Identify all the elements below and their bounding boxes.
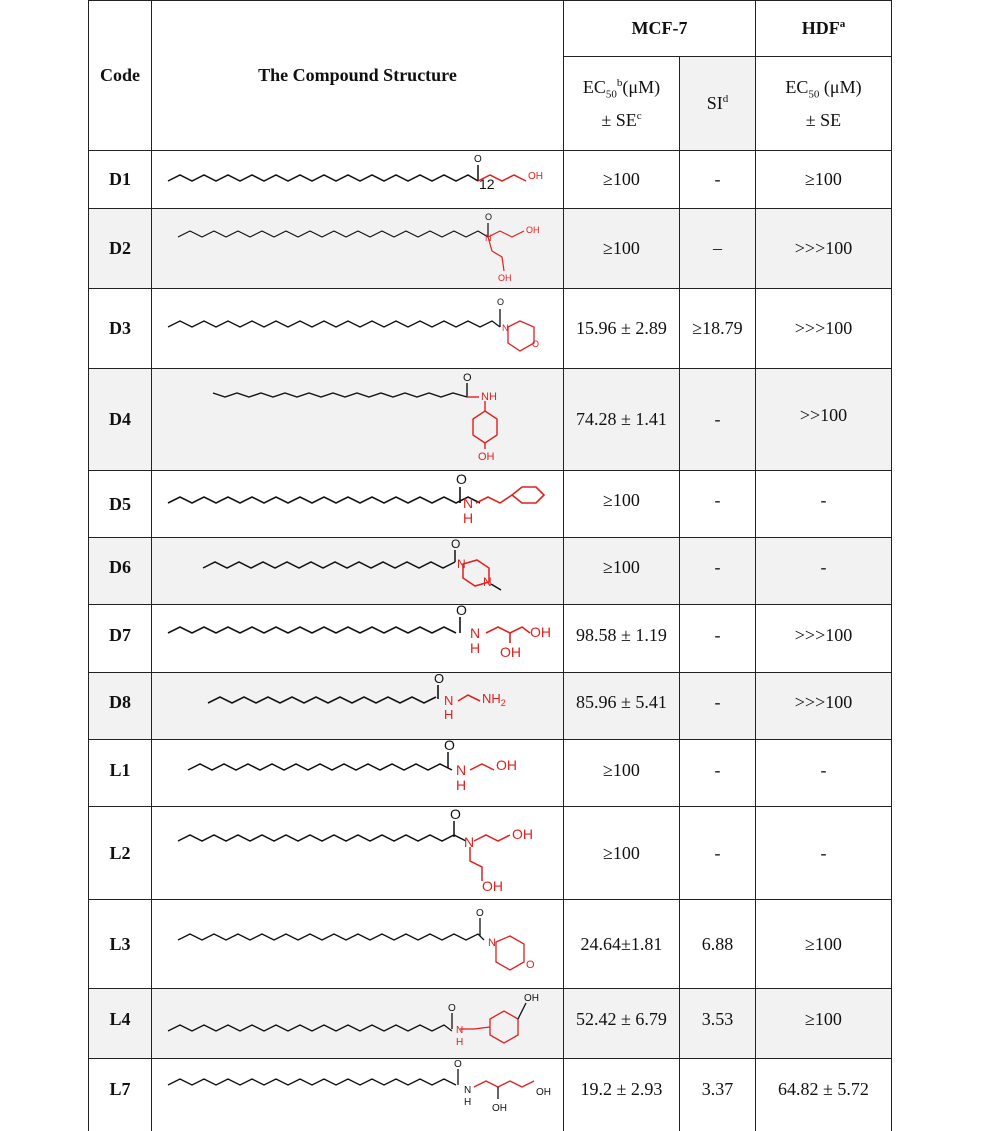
hdf-d8: >>>100 bbox=[794, 691, 853, 712]
l4-oh: OH bbox=[524, 993, 539, 1004]
row-ec50 bbox=[564, 369, 679, 470]
header-hdf bbox=[756, 1, 891, 56]
d1-index: 12 bbox=[479, 176, 495, 192]
ec50-label: EC bbox=[582, 76, 606, 97]
row-ec50 bbox=[564, 471, 679, 529]
code-d4: D4 bbox=[109, 409, 131, 430]
d5-h: H bbox=[463, 510, 474, 526]
si-d6: - bbox=[714, 556, 721, 577]
hdf-l3: ≥100 bbox=[805, 933, 842, 954]
row-ec50 bbox=[564, 673, 679, 731]
d7-oxygen: O bbox=[456, 605, 467, 618]
si-l4: 3.53 bbox=[701, 1008, 734, 1029]
l4-oxygen: O bbox=[448, 1003, 456, 1014]
row-hdf bbox=[756, 900, 891, 988]
si-d5: - bbox=[714, 489, 721, 510]
structure-l7 bbox=[160, 1059, 560, 1129]
d3-nitrogen: N bbox=[502, 323, 509, 333]
row-si bbox=[680, 151, 755, 208]
si-d3: ≥18.79 bbox=[692, 318, 743, 339]
row-hdf bbox=[756, 605, 891, 665]
header-hdf-ec50 bbox=[756, 57, 891, 150]
row-ec50 bbox=[564, 538, 679, 596]
l7-oh-1: OH bbox=[492, 1103, 507, 1114]
d2-oxygen: O bbox=[485, 212, 493, 222]
si-l2: - bbox=[714, 842, 721, 863]
l2-oh-1: OH bbox=[512, 826, 533, 842]
hdf-d5: - bbox=[820, 489, 827, 510]
row-ec50 bbox=[564, 209, 679, 288]
row-hdf bbox=[756, 807, 891, 899]
d2-nitrogen: N bbox=[485, 233, 492, 243]
row-code bbox=[89, 740, 151, 800]
row-code bbox=[89, 151, 151, 208]
l1-h: H bbox=[456, 777, 467, 793]
row-si bbox=[680, 807, 755, 899]
ec50-l7: 19.2 ± 2.93 bbox=[580, 1078, 663, 1099]
row-ec50 bbox=[564, 989, 679, 1049]
header-ec50 bbox=[564, 57, 679, 150]
si-l1: - bbox=[714, 759, 721, 780]
row-ec50 bbox=[564, 900, 679, 988]
header-hdf-sup: a bbox=[839, 18, 846, 31]
row-hdf bbox=[756, 151, 891, 208]
si-d1: - bbox=[714, 169, 721, 190]
row-si bbox=[680, 471, 755, 529]
row-si bbox=[680, 1059, 755, 1119]
ec50-d4: 74.28 ± 1.41 bbox=[576, 409, 667, 430]
si-d2: – bbox=[713, 238, 722, 259]
row-code bbox=[89, 673, 151, 731]
hdf-d6: - bbox=[820, 556, 827, 577]
l7-nitrogen: N bbox=[464, 1085, 472, 1096]
l2-oxygen: O bbox=[450, 807, 461, 822]
ec50-d7: 98.58 ± 1.19 bbox=[576, 624, 667, 645]
row-hdf bbox=[756, 1059, 891, 1119]
row-si bbox=[680, 900, 755, 988]
l3-ring-oxygen: O bbox=[526, 959, 535, 971]
ec50-unit: (μM) bbox=[622, 76, 661, 97]
d4-nh: NH bbox=[481, 391, 497, 403]
border-code bbox=[151, 0, 152, 1131]
structure-d1 bbox=[160, 151, 560, 208]
row-si bbox=[680, 605, 755, 665]
hdf-l7: 64.82 ± 5.72 bbox=[778, 1078, 869, 1099]
d8-h: H bbox=[444, 707, 454, 722]
row-code bbox=[89, 369, 151, 470]
code-d6: D6 bbox=[109, 556, 131, 577]
code-d5: D5 bbox=[109, 493, 131, 514]
hdf-d4: >>100 bbox=[799, 404, 848, 425]
l2-nitrogen: N bbox=[464, 834, 475, 850]
si-l3: 6.88 bbox=[701, 933, 734, 954]
row-si bbox=[680, 289, 755, 368]
row-hdf bbox=[756, 538, 891, 596]
structure-d7 bbox=[160, 605, 560, 672]
structure-l3 bbox=[170, 900, 560, 988]
si-sup: d bbox=[722, 93, 729, 106]
l4-nitrogen: N bbox=[456, 1025, 464, 1036]
row-hdf bbox=[756, 209, 891, 288]
hdf-l4: ≥100 bbox=[805, 1008, 842, 1029]
ec50-d1: ≥100 bbox=[603, 169, 640, 190]
structure-d4 bbox=[205, 369, 525, 470]
d5-oxygen: O bbox=[456, 471, 467, 487]
hdf-d7: >>>100 bbox=[794, 624, 853, 645]
ec50-d5: ≥100 bbox=[603, 489, 640, 510]
hdf-se: ± SE bbox=[805, 110, 842, 131]
header-hdf-text: HDF bbox=[801, 18, 840, 39]
structure-l4 bbox=[160, 989, 560, 1058]
d7-oh-1: OH bbox=[500, 644, 521, 660]
d4-oh: OH bbox=[478, 451, 495, 463]
ec50-l2: ≥100 bbox=[603, 842, 640, 863]
row-ec50 bbox=[564, 151, 679, 208]
row-si bbox=[680, 673, 755, 731]
l3-nitrogen: N bbox=[488, 937, 496, 949]
hdf-d3: >>>100 bbox=[794, 318, 853, 339]
code-l7: L7 bbox=[109, 1078, 131, 1099]
l1-nitrogen: N bbox=[456, 762, 467, 778]
row-ec50 bbox=[564, 807, 679, 899]
ec50-se: ± SE bbox=[601, 110, 637, 131]
ec50-d2: ≥100 bbox=[603, 238, 640, 259]
l2-oh-2: OH bbox=[482, 878, 503, 894]
structure-d5 bbox=[160, 471, 560, 537]
row-hdf bbox=[756, 989, 891, 1049]
d8-nh2 bbox=[482, 691, 506, 708]
d6-oxygen: O bbox=[451, 538, 461, 551]
d8-nh2-main: NH bbox=[482, 691, 501, 706]
code-d7: D7 bbox=[109, 624, 131, 645]
row-hdf bbox=[756, 740, 891, 800]
row-code bbox=[89, 289, 151, 368]
row-si bbox=[680, 209, 755, 288]
header-mcf7 bbox=[564, 1, 755, 56]
si-l7: 3.37 bbox=[701, 1078, 734, 1099]
d7-nitrogen: N bbox=[470, 625, 481, 641]
row-code bbox=[89, 807, 151, 899]
row-code bbox=[89, 900, 151, 988]
header-mcf7-text: MCF-7 bbox=[631, 18, 688, 39]
hdf-ec50-sub: 50 bbox=[808, 88, 820, 101]
code-l3: L3 bbox=[109, 933, 131, 954]
hdf-d1: ≥100 bbox=[805, 169, 842, 190]
l1-oxygen: O bbox=[444, 740, 455, 753]
row-code bbox=[89, 605, 151, 665]
row-code bbox=[89, 1059, 151, 1119]
d2-oh-1: OH bbox=[526, 225, 540, 235]
d8-oxygen: O bbox=[434, 673, 445, 686]
code-d2: D2 bbox=[109, 238, 131, 259]
d6-nitrogen-2: N bbox=[483, 575, 492, 589]
d3-oxygen: O bbox=[497, 297, 505, 307]
row-hdf bbox=[756, 471, 891, 529]
ec50-d6: ≥100 bbox=[603, 556, 640, 577]
l7-oxygen: O bbox=[454, 1059, 462, 1070]
row-si bbox=[680, 538, 755, 596]
si-d7: - bbox=[714, 624, 721, 645]
border-right bbox=[891, 0, 892, 1131]
d4-oxygen: O bbox=[463, 372, 472, 384]
d8-nitrogen: N bbox=[444, 693, 454, 708]
hdf-d2: >>>100 bbox=[794, 238, 853, 259]
ec50-d3: 15.96 ± 2.89 bbox=[576, 318, 667, 339]
code-d8: D8 bbox=[109, 691, 131, 712]
d5-nitrogen: N bbox=[463, 495, 474, 511]
header-code-text: Code bbox=[100, 65, 140, 86]
structure-d6 bbox=[195, 538, 535, 604]
d6-nitrogen-1: N bbox=[457, 557, 466, 571]
hdf-ec50-unit: (μM) bbox=[819, 76, 862, 97]
l7-oh-2: OH bbox=[536, 1087, 551, 1098]
row-code bbox=[89, 209, 151, 288]
code-l2: L2 bbox=[109, 842, 131, 863]
hdf-ec50-label: EC bbox=[785, 76, 809, 97]
header-structure bbox=[152, 1, 563, 150]
l3-oxygen: O bbox=[476, 908, 484, 919]
d1-oxygen: O bbox=[474, 154, 482, 165]
row-si bbox=[680, 989, 755, 1049]
row-hdf bbox=[756, 673, 891, 731]
structure-l2 bbox=[170, 807, 550, 899]
row-code bbox=[89, 989, 151, 1049]
row-hdf bbox=[756, 289, 891, 368]
si-label: SI bbox=[706, 93, 723, 114]
l1-oh: OH bbox=[496, 757, 517, 773]
ec50-se-sup: c bbox=[636, 110, 642, 123]
code-d3: D3 bbox=[109, 318, 131, 339]
row-hdf bbox=[756, 369, 891, 461]
l4-h: H bbox=[456, 1037, 464, 1048]
code-d1: D1 bbox=[109, 169, 131, 190]
d7-h: H bbox=[470, 640, 481, 656]
ec50-sup: b bbox=[616, 76, 623, 89]
si-d8: - bbox=[714, 691, 721, 712]
d8-nh2-sub: 2 bbox=[500, 698, 506, 708]
d2-oh-2: OH bbox=[498, 273, 512, 283]
hdf-l2: - bbox=[820, 842, 827, 863]
d3-ring-oxygen: O bbox=[532, 339, 540, 349]
structure-l1 bbox=[180, 740, 540, 806]
si-d4: - bbox=[714, 409, 721, 430]
ec50-l4: 52.42 ± 6.79 bbox=[576, 1008, 667, 1029]
row-ec50 bbox=[564, 605, 679, 665]
code-l4: L4 bbox=[109, 1008, 131, 1029]
structure-d3 bbox=[160, 289, 560, 368]
header-si bbox=[680, 57, 755, 150]
ec50-sub: 50 bbox=[605, 88, 617, 101]
row-ec50 bbox=[564, 1059, 679, 1119]
structure-d8 bbox=[200, 673, 530, 739]
header-structure-text: The Compound Structure bbox=[258, 65, 457, 86]
row-si bbox=[680, 740, 755, 800]
header-code bbox=[89, 1, 151, 150]
hdf-l1: - bbox=[820, 759, 827, 780]
d7-oh-2: OH bbox=[530, 624, 551, 640]
l7-h: H bbox=[464, 1097, 472, 1108]
ec50-l3: 24.64±1.81 bbox=[580, 933, 663, 954]
structure-d2 bbox=[170, 209, 560, 288]
d1-oh: OH bbox=[528, 171, 543, 182]
row-ec50 bbox=[564, 740, 679, 800]
row-si bbox=[680, 369, 755, 470]
row-code bbox=[89, 538, 151, 596]
ec50-d8: 85.96 ± 5.41 bbox=[576, 691, 667, 712]
ec50-l1: ≥100 bbox=[603, 759, 640, 780]
code-l1: L1 bbox=[109, 759, 131, 780]
row-code bbox=[89, 471, 151, 537]
row-ec50 bbox=[564, 289, 679, 368]
